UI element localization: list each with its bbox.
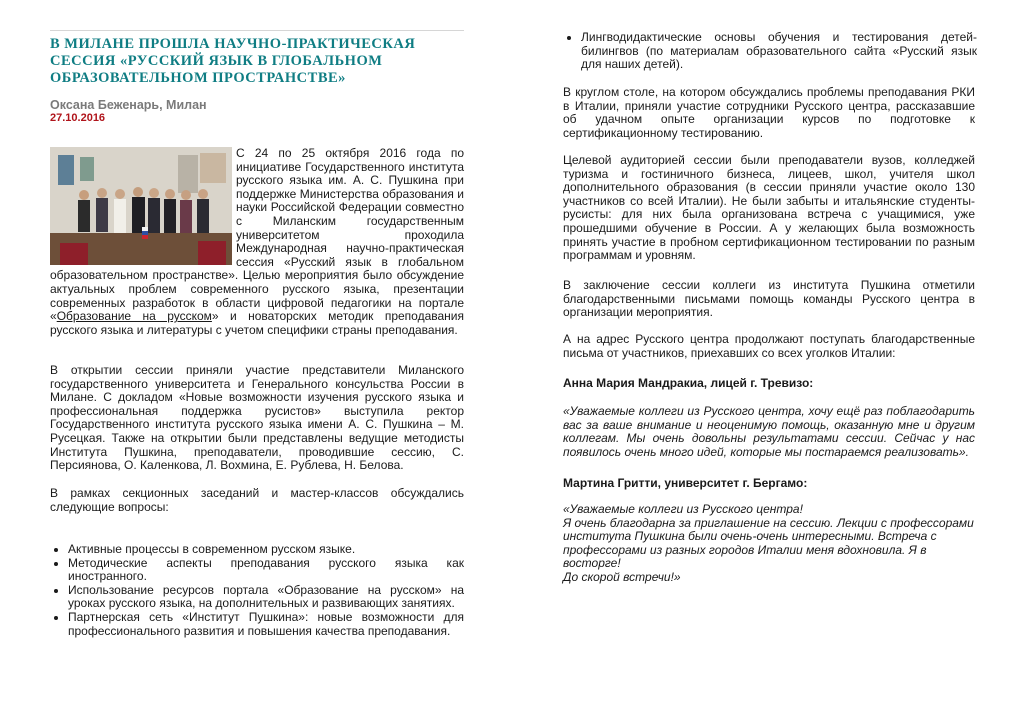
intro-text: С 24 по 25 октября 2016 года по инициативе Государственного института русского языка им. А. С. Пушкина при поддержке Министерства образования и науки Российской Федерации совместно с Миланским государственным университетом проходила Международная научно-практическая сессия «Русский язык в глобальном образовательном пространстве». Целью мероприятия было обсуждение актуальных проблем современного русского языка, презентации современных разработок в области цифровой педагогики на портале « xyxy=(50,146,464,324)
audience-paragraph: Целевой аудиторией сессии были преподаватели вузов, колледжей туризма и гостиничного бизнеса, лицеев, школ, учителя школ дополнительного образования (в сессии приняли участие около 130 участников со всей Италии). Не были забыты и итальянские студенты-русисты: для них была организована встреча с учащимися, уже прошедшими обучение в России. А у желающих была возможность принять участие в пробном сертификационном тестировании по разным программам и уровням. xyxy=(563,153,975,263)
conclusion-paragraph: В заключение сессии коллеги из института Пушкина отметили благодарственными письмами помощь команды Русского центра в организации мероприятия. xyxy=(563,278,975,320)
sections-paragraph: В рамках секционных заседаний и мастер-классов обсуждались следующие вопросы: xyxy=(50,486,464,514)
testimonial-quote-2 xyxy=(563,503,975,585)
photo-spacer xyxy=(50,147,236,265)
round-table-paragraph: В круглом столе, на котором обсуждались проблемы преподавания РКИ в Италии, приняли участие сотрудники Русского центра, рассказавшие об удачном опыте организации курсов по подготовке к сертификационному тестированию. xyxy=(563,85,975,140)
topics-list xyxy=(50,543,464,638)
letters-paragraph: А на адрес Русского центра продолжают поступать благодарственные письма от участников, приехавших со всех уголков Италии: xyxy=(563,332,975,360)
top-divider xyxy=(50,30,464,31)
article-title: В МИЛАНЕ ПРОШЛА НАУЧНО-ПРАКТИЧЕСКАЯ СЕССИЯ «РУССКИЙ ЯЗЫК В ГЛОБАЛЬНОМ ОБРАЗОВАТЕЛЬНОМ ПРОСТРАНСТВЕ» xyxy=(50,36,416,86)
intro-text-end: » и новаторских методик преподавания русского языка и литературы с учетом специфики страны преподавания. xyxy=(50,309,465,337)
list-item: • Использование ресурсов портала «Образование на русском» на уроках русского языка, на дополнительных и развивающих занятиях. xyxy=(68,584,464,611)
list-item: • Активные процессы в современном русском языке. xyxy=(68,543,464,557)
article-date: 27.10.2016 xyxy=(50,112,106,124)
quote-line: До скорой встречи!» xyxy=(563,569,681,584)
list-item: • Лингводидактические основы обучения и тестирования детей-билингвов (по материалам образовательного сайта «Русский язык для наших детей). xyxy=(581,31,977,72)
portal-link[interactable]: Образование на русском xyxy=(56,309,212,324)
opening-paragraph: В открытии сессии приняли участие представители Миланского государственного университета и Генерального консульства России в Милане. С докладом «Новые возможности изучения русского языка и профессиональная поддержка русистов» выступила ректор Государственного института русского языка имени А. С. Пушкина – М. Русецкая. Также на открытии были представлены ведущие методисты Института Пушкина, преподаватели, проводившие сессию, С. Персиянова, О. Каленкова, Л. Вохмина, Е. Рублева, Н. Белова. xyxy=(50,363,464,473)
testimonial-quote-1: «Уважаемые коллеги из Русского центра, хочу ещё раз поблагодарить вас за ваше внимание и неоценимую помощь, оказанную мне и другим коллегам. Мы очень довольны результатами сессии. Сейчас у нас появилось очень много идей, которые мы постараемся реализовать». xyxy=(563,404,975,459)
testimonial-author-2: Мартина Гритти, университет г. Бергамо: xyxy=(563,476,808,490)
testimonial-author-1: Анна Мария Мандракиа, лицей г. Тревизо: xyxy=(563,376,814,390)
list-item: • Методические аспекты преподавания русского языка как иностранного. xyxy=(68,557,464,584)
list-item: • Партнерская сеть «Институт Пушкина»: новые возможности для профессионального развития и повышения качества преподавания. xyxy=(68,611,464,638)
article-author: Оксана Беженарь, Милан xyxy=(50,98,207,112)
quote-line: «Уважаемые коллеги из Русского центра! xyxy=(563,502,803,516)
quote-line: Я очень благодарна за приглашение на сессию. Лекции с профессорами института Пушкина были очень-очень интересными. Встреча с профессорами из разных городов Италии меня вдохновила. Я в восторге! xyxy=(563,515,974,571)
topics-list-continued xyxy=(563,31,977,72)
intro-paragraph xyxy=(50,147,464,337)
